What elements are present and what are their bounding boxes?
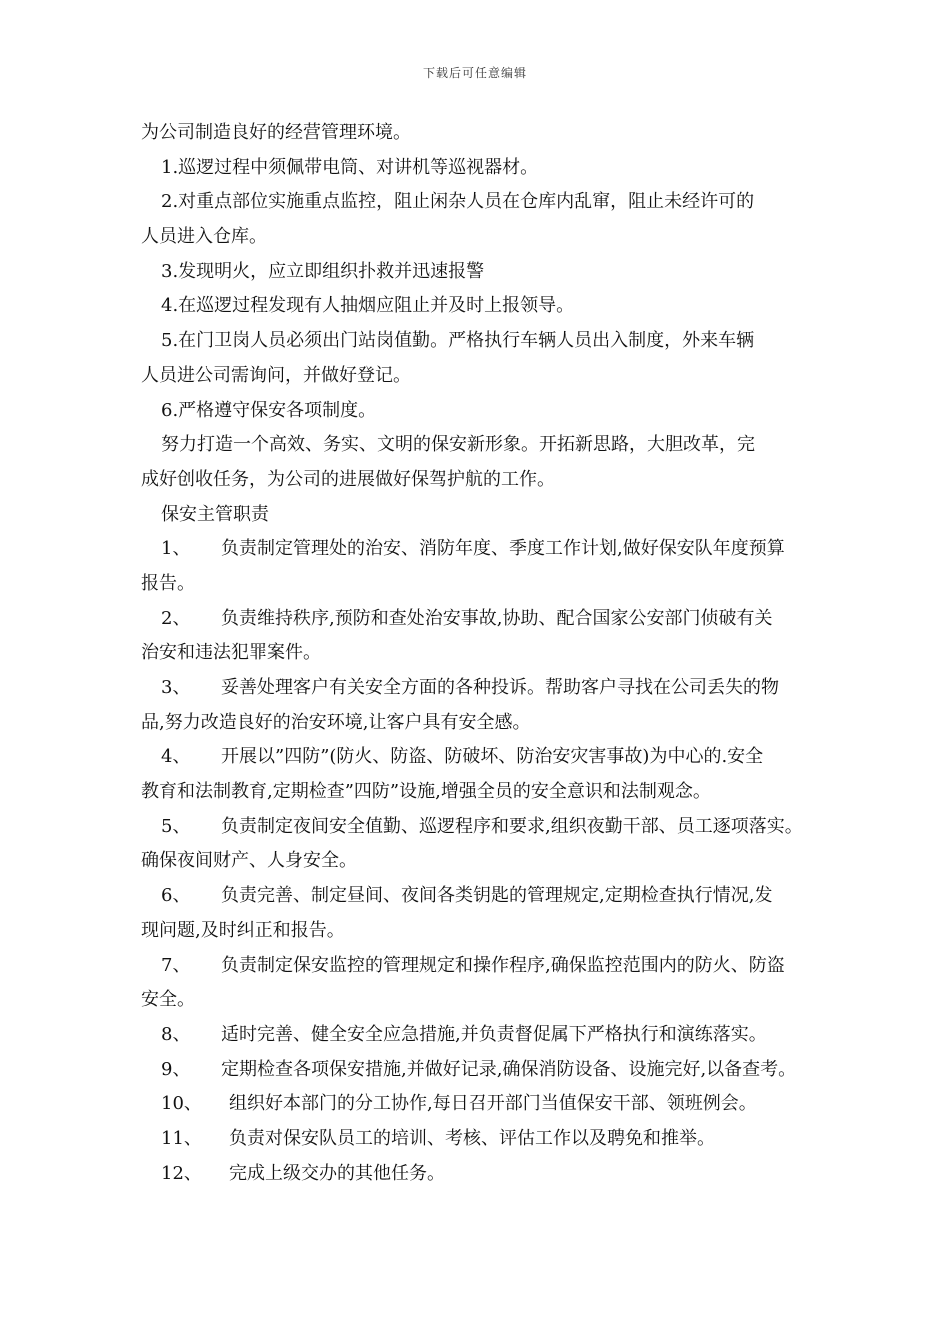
page-header: 下载后可任意编辑 [422, 66, 527, 80]
list-item [141, 1157, 821, 1192]
text-line: 人员进公司需询问，并做好登记。 [141, 364, 411, 386]
list-item-number: 9、 [161, 1058, 191, 1080]
list-item [141, 810, 821, 845]
list-item [141, 602, 821, 637]
list-item-text: 完成上级交办的其他任务。 [229, 1162, 445, 1184]
list-item-text: 负责完善、制定昼间、夜间各类钥匙的管理规定,定期检查执行情况,发 [221, 885, 773, 907]
list-item-text: 负责维持秩序,预防和查处治安事故,协助、配合国家公安部门侦破有关 [221, 607, 773, 629]
list-item-text: 负责制定管理处的治安、消防年度、季度工作计划,做好保安队年度预算 [221, 538, 785, 560]
list-item [141, 1122, 821, 1157]
list-item-number: 12、 [161, 1162, 202, 1184]
list-item-text: 负责制定保安监控的管理规定和操作程序,确保监控范围内的防火、防盗 [221, 954, 785, 976]
text-line: 6.严格遵守保安各项制度。 [161, 399, 377, 421]
list-item-number: 4、 [161, 746, 191, 768]
text-line: 5.在门卫岗人员必须出门站岗值勤。严格执行车辆人员出入制度，外来车辆 [161, 330, 755, 352]
list-item-number: 8、 [161, 1023, 191, 1045]
document-body [141, 116, 821, 1191]
text-line: 1.巡逻过程中须佩带电筒、对讲机等巡视器材。 [161, 156, 539, 178]
list-item [141, 949, 821, 984]
list-item-number: 6、 [161, 885, 191, 907]
text-line: 成好创收任务，为公司的进展做好保驾护航的工作。 [141, 468, 555, 490]
text-line: 现问题,及时纠正和报告。 [141, 919, 345, 941]
list-item [141, 1018, 821, 1053]
list-item [141, 879, 821, 914]
list-item [141, 1087, 821, 1122]
text-line: 努力打造一个高效、务实、文明的保安新形象。开拓新思路，大胆改革，完 [161, 434, 755, 456]
text-line: 报告。 [141, 572, 195, 594]
text-line: 治安和违法犯罪案件。 [141, 642, 321, 664]
list-item-number: 7、 [161, 954, 191, 976]
text-line: 人员进入仓库。 [141, 226, 267, 248]
text-line: 为公司制造良好的经营管理环境。 [141, 122, 411, 143]
list-item [141, 532, 821, 567]
text-line: 品,努力改造良好的治安环境,让客户具有安全感。 [141, 711, 531, 733]
text-line: 安全。 [141, 989, 195, 1011]
list-item-text: 开展以”四防”(防火、防盗、防破坏、防治安灾害事故)为中心的.安全 [221, 746, 764, 768]
list-item-text: 负责对保安队员工的培训、考核、评估工作以及聘免和推举。 [229, 1127, 715, 1149]
list-item-text: 定期检查各项保安措施,并做好记录,确保消防设备、设施完好,以备查考。 [221, 1058, 797, 1080]
list-item-text: 适时完善、健全安全应急措施,并负责督促属下严格执行和演练落实。 [221, 1023, 767, 1045]
list-item-text: 组织好本部门的分工协作,每日召开部门当值保安干部、领班例会。 [229, 1093, 757, 1115]
text-line: 教育和法制教育,定期检查”四防”设施,增强全员的安全意识和法制观念。 [141, 781, 711, 803]
list-item-number: 1、 [161, 538, 191, 560]
list-item [141, 740, 821, 775]
list-item [141, 671, 821, 706]
section-heading: 保安主管职责 [161, 503, 269, 525]
list-item-number: 10、 [161, 1093, 202, 1115]
list-item-number: 11、 [161, 1127, 202, 1149]
text-line: 4.在巡逻过程发现有人抽烟应阻止并及时上报领导。 [161, 295, 575, 317]
list-item-number: 5、 [161, 815, 191, 837]
list-item-number: 3、 [161, 677, 191, 698]
text-line: 2.对重点部位实施重点监控，阻止闲杂人员在仓库内乱窜，阻止未经许可的 [161, 191, 755, 213]
text-line: 确保夜间财产、人身安全。 [141, 850, 357, 872]
list-item [141, 1053, 821, 1088]
text-line: 3.发现明火，应立即组织扑救并迅速报警 [161, 260, 485, 282]
list-item-text: 负责制定夜间安全值勤、巡逻程序和要求,组织夜勤干部、员工逐项落实。 [221, 815, 803, 837]
list-item-text: 妥善处理客户有关安全方面的各种投诉。帮助客户寻找在公司丢失的物 [221, 677, 779, 698]
list-item-number: 2、 [161, 607, 191, 629]
